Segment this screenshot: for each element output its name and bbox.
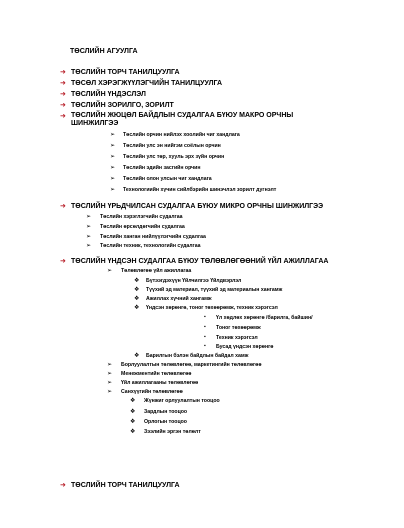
micro-item-1: Төслийн хэрэглэгчийн судалгаа	[100, 214, 183, 220]
diamond-bullet-icon: ❖	[134, 305, 140, 311]
arrow-bullet-icon: ➜	[60, 91, 66, 98]
plan-item-finance: Санхүүгийн төлөвлөгөө	[121, 389, 183, 395]
document-title: ТӨСЛИЙН АГУУЛГА	[70, 48, 138, 55]
main-heading-2: ТӨСӨЛ ХЭРЭГЖҮҮЛЭГЧИЙН ТАНИЛЦУУЛГА	[71, 80, 223, 87]
chevron-bullet-icon: ➢	[107, 380, 113, 386]
micro-item-3: Төслийн ханган нийлүүлэгчийн судалгаа	[100, 234, 206, 240]
main-heading-1: ТӨСЛИЙН ТОРЧ ТАНИЛЦУУЛГА	[71, 69, 180, 76]
diamond-bullet-icon: ❖	[130, 419, 136, 425]
micro-heading: ТӨСЛИЙН ҮРЬДЧИЛСАН СУДАЛГАА БҮЮУ МИКРО ОРЧНЫ ШИНЖИЛГЭЭ	[71, 203, 324, 210]
square-bullet-icon: ▪	[204, 343, 206, 349]
chevron-bullet-icon: ➢	[110, 165, 116, 171]
chevron-bullet-icon: ➢	[107, 371, 113, 377]
chevron-bullet-icon: ➢	[86, 234, 92, 240]
env-item-4: Төслийн эдийн засгийн орчин	[123, 165, 201, 171]
chevron-bullet-icon: ➢	[110, 187, 116, 193]
arrow-bullet-icon: ➜	[60, 482, 66, 489]
square-bullet-icon: ▪	[204, 324, 206, 330]
chevron-bullet-icon: ➢	[107, 362, 113, 368]
diamond-bullet-icon: ❖	[134, 296, 140, 302]
env-item-3: Төслийн улс төр, хууль эрх зүйн орчин	[123, 154, 225, 160]
diamond-bullet-icon: ❖	[134, 353, 140, 359]
asset-item-3: Техник хэрэгсэл	[216, 335, 258, 341]
plan-sub-2: Түүхий эд материал, түүхий эд материалын хангамж	[146, 287, 283, 293]
square-bullet-icon: ▪	[204, 334, 206, 340]
micro-item-4: Төслийн техник, технологийн судалгаа	[100, 243, 201, 249]
finance-item-4: Зээлийн эргэн төлөлт	[144, 429, 201, 435]
chevron-bullet-icon: ➢	[110, 154, 116, 160]
env-item-2: Төслийн улс эн нийгэм соёлын орчин	[123, 143, 221, 149]
asset-item-4: Бусад үндсэн хөрөнгө	[216, 344, 274, 350]
plan-item-sales: Борлуулалтын төлөвлөгөө, маркетингийн төлөвлөгөө	[121, 362, 262, 368]
chevron-bullet-icon: ➢	[110, 176, 116, 182]
arrow-bullet-icon: ➜	[60, 203, 66, 210]
chevron-bullet-icon: ➢	[110, 143, 116, 149]
chevron-bullet-icon: ➢	[86, 224, 92, 230]
finance-item-3: Орлогын тооцоо	[144, 419, 187, 425]
square-bullet-icon: ▪	[204, 314, 206, 320]
env-item-1: Төслийн орчин нийлэх хоолийн чиг хандлага	[123, 132, 240, 138]
asset-item-1: Үл хөдлөх хөрөнгө /барилга, байшин/	[216, 315, 313, 321]
plan-sub-3: Ажиллах хүчний хангамж	[146, 296, 212, 302]
plan-item-ops: Төлөвлөгөө үйл ажиллагаа	[121, 268, 192, 274]
main-heading-4: ТӨСЛИЙН ЗОРИЛГО, ЗОРИЛТ	[71, 102, 174, 109]
plan-heading: ТӨСЛИЙН ҮНДСЭН СУДАЛГАА БҮЮУ ТӨЛӨВЛӨГӨӨНИЙ ҮЙЛ АЖИЛЛАГАА	[71, 258, 329, 265]
asset-item-2: Тоног төхөөрөмж	[216, 325, 261, 331]
arrow-bullet-icon: ➜	[60, 113, 66, 120]
chevron-bullet-icon: ➢	[110, 132, 116, 138]
arrow-bullet-icon: ➜	[60, 69, 66, 76]
main-heading-5: ТӨСЛИЙН ЖЮЦӨЛ БАЙДЛЫН СУДАЛГАА БҮЮУ МАКРО ОРЧНЫ ШИНЖИЛГЭЭ	[71, 112, 294, 127]
finance-item-2: Зардлын тооцоо	[144, 409, 188, 415]
diamond-bullet-icon: ❖	[134, 287, 140, 293]
plan-sub-4: Үндсэн хөрөнгө, тоног төхөөрөмж, техник хэрэгсэл	[146, 305, 278, 311]
diamond-bullet-icon: ❖	[130, 409, 136, 415]
footer-heading: ТӨСЛИЙН ТОРЧ ТАНИЛЦУУЛГА	[71, 482, 180, 489]
arrow-bullet-icon: ➜	[60, 102, 66, 109]
env-item-5: Төслийн олон улсын чиг хандлага	[123, 176, 212, 182]
plan-sub-5: Барилгын бэлэн байдлын байдал хамж	[146, 353, 249, 359]
env-item-6: Технологиийн хүчин сийлбэрийн шинэчлэл зорилт дугнэлт	[123, 187, 277, 193]
plan-item-activity: Үйл ажиллагааны төлөвлөгөө	[121, 380, 199, 386]
chevron-bullet-icon: ➢	[107, 268, 113, 274]
diamond-bullet-icon: ❖	[130, 429, 136, 435]
plan-item-mgmt: Менежментийн төлөвлөгөө	[121, 371, 192, 377]
diamond-bullet-icon: ❖	[134, 278, 140, 284]
chevron-bullet-icon: ➢	[107, 389, 113, 395]
plan-sub-1: Бүтээгдэхүүн Үйлчилгээ Үйлдвэрлэл	[146, 278, 242, 284]
arrow-bullet-icon: ➜	[60, 258, 66, 265]
finance-item-1: Жүнжиг орлуулалтын тооцоо	[144, 398, 220, 404]
chevron-bullet-icon: ➢	[86, 214, 92, 220]
chevron-bullet-icon: ➢	[86, 243, 92, 249]
micro-item-2: Төслийн өрсөлдөгчийн судалгаа	[100, 224, 185, 230]
arrow-bullet-icon: ➜	[60, 80, 66, 87]
main-heading-3: ТӨСЛИЙН ҮНДЭСЛЭЛ	[71, 91, 146, 98]
diamond-bullet-icon: ❖	[130, 398, 136, 404]
